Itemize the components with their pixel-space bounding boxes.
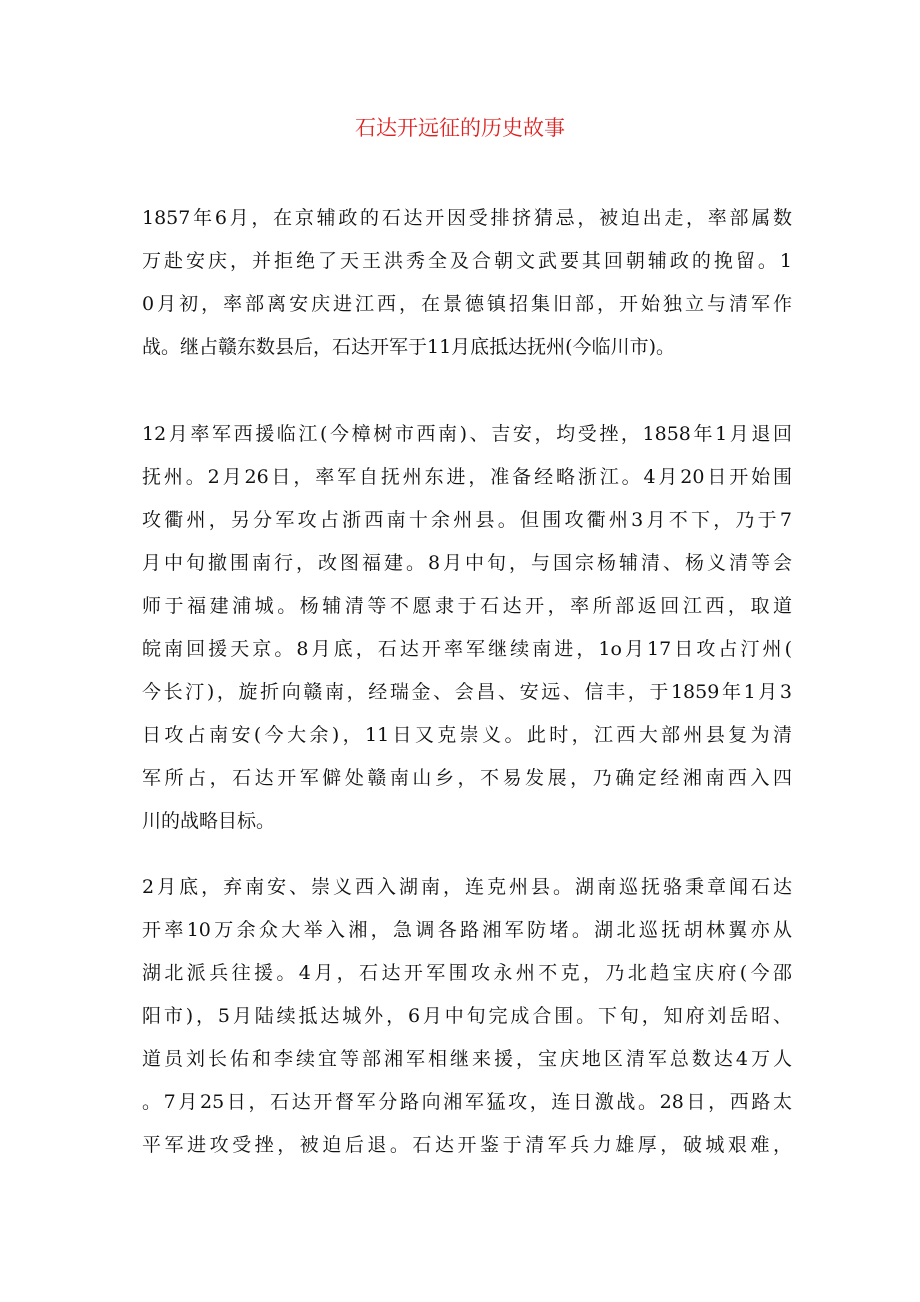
document-title: 石达开远征的历史故事 (355, 116, 565, 140)
text-line: 0月初，率部离安庆进江西，在景德镇招集旧部，开始独立与清军作 (142, 293, 792, 315)
text-line: 皖南回援天京。8月底，石达开率军继续南进，1o月17日攻占汀州( (142, 638, 792, 660)
text-line: 阳市)，5月陆续抵达城外，6月中旬完成合围。下旬，知府刘岳昭、 (142, 1005, 792, 1027)
text-line: 战。继占赣东数县后，石达开军于11月底抵达抚州(今临川市)。 (142, 336, 676, 358)
text-line: 1857年6月，在京辅政的石达开因受排挤猜忌，被迫出走，率部属数 (142, 207, 792, 229)
text-line: 日攻占南安(今大余)，11日又克崇义。此时，江西大部州县复为清 (142, 724, 792, 746)
text-line: 道员刘长佑和李续宜等部湘军相继来援，宝庆地区清军总数达4万人 (142, 1048, 792, 1070)
text-line: 军所占，石达开军僻处赣南山乡，不易发展，乃确定经湘南西入四 (142, 767, 792, 789)
text-line: 湖北派兵往援。4月，石达开军围攻永州不克，乃北趋宝庆府(今邵 (142, 962, 792, 984)
text-line: 万赴安庆，并拒绝了天王洪秀全及合朝文武要其回朝辅政的挽留。1 (142, 250, 792, 272)
text-line: 师于福建浦城。杨辅清等不愿隶于石达开，率所部返回江西，取道 (142, 595, 792, 617)
text-line: 2月底，弃南安、崇义西入湖南，连克州县。湖南巡抚骆秉章闻石达 (142, 876, 792, 898)
text-line: 川的战略目标。 (142, 810, 276, 832)
text-line: 攻衢州，另分军攻占浙西南十余州县。但围攻衢州3月不下，乃于7 (142, 509, 792, 531)
text-line: 12月率军西援临江(今樟树市西南)、吉安，均受挫，1858年1月退回 (142, 423, 792, 445)
text-line: 今长汀)，旋折向赣南，经瑞金、会昌、安远、信丰，于1859年1月3 (142, 681, 792, 703)
text-line: 开率10万余众大举入湘，急调各路湘军防堵。湖北巡抚胡林翼亦从 (142, 919, 792, 941)
text-line: 月中旬撤围南行，改图福建。8月中旬，与国宗杨辅清、杨义清等会 (142, 552, 792, 574)
text-line: 平军进攻受挫，被迫后退。石达开鉴于清军兵力雄厚，破城艰难， (142, 1134, 792, 1156)
text-line: 。7月25日，石达开督军分路向湘军猛攻，连日激战。28日，西路太 (142, 1091, 792, 1113)
text-line: 抚州。2月26日，率军自抚州东进，准备经略浙江。4月20日开始围 (142, 466, 792, 488)
